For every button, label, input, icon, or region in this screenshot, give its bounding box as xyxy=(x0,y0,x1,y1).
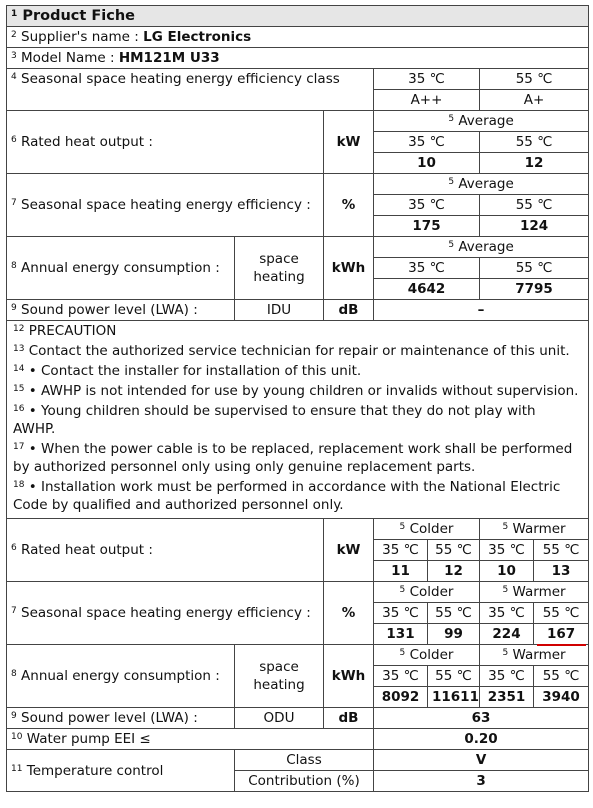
odu-label: ODU xyxy=(235,708,324,729)
odu-annual-label: $^8$ Annual energy consumption : xyxy=(7,645,235,708)
temp-55: 55 ℃ xyxy=(480,258,589,279)
temp-35: 35 ℃ xyxy=(480,603,534,624)
sound-label: $^9$ Sound power level (LWA) : xyxy=(7,300,235,321)
unit-db: dB xyxy=(324,708,374,729)
contribution-label: Contribution (%) xyxy=(235,771,374,792)
precaution-18: $^{18}$ • Installation work must be performed in accordance with the National Electric Code by qualified and authorized personnel only. xyxy=(7,477,589,519)
temp-55: 55 ℃ xyxy=(480,132,589,153)
model-value: HM121M U33 xyxy=(118,50,220,66)
odu-sound-label: $^9$ Sound power level (LWA) : xyxy=(7,708,235,729)
highlight-underline xyxy=(537,644,586,646)
temp-35: 35 ℃ xyxy=(374,132,480,153)
temp-55: 55 ℃ xyxy=(428,540,480,561)
precaution-16: $^{16}$ • Young children should be supervised to ensure that they do not play with AWHP. xyxy=(7,401,589,439)
odu-eff-label: $^7$ Seasonal space heating energy efficiency : xyxy=(7,582,324,645)
fiche-title: $^1$ Product Fiche xyxy=(7,6,589,27)
class-value: V xyxy=(374,750,589,771)
temp-35: 35 ℃ xyxy=(480,540,534,561)
temp-55: 55 ℃ xyxy=(534,540,589,561)
eff-35-value: 175 xyxy=(374,216,480,237)
rated-warmer-35: 10 xyxy=(480,561,534,582)
warmer-header: $^5$ Warmer xyxy=(480,645,589,666)
odu-rated-label: $^6$ Rated heat output : xyxy=(7,519,324,582)
product-fiche xyxy=(6,5,588,792)
supplier-row: $^2$ Supplier's name : LG Electronics xyxy=(7,27,589,48)
annual-colder-35: 8092 xyxy=(374,687,428,708)
warmer-header: $^5$ Warmer xyxy=(480,582,589,603)
eff-colder-35: 131 xyxy=(374,624,428,645)
unit-kw: kW xyxy=(324,111,374,174)
eff-class-55: A+ xyxy=(480,90,589,111)
precaution-17: $^{17}$ • When the power cable is to be replaced, replacement work shall be performed by authorized personnel only using only genuine replacement parts. xyxy=(7,439,589,477)
colder-header: $^5$ Colder xyxy=(374,582,480,603)
unit-kw: kW xyxy=(324,519,374,582)
temp-35: 35 ℃ xyxy=(480,666,534,687)
eff-class-label: $^4$ Seasonal space heating energy efficiency class xyxy=(7,69,374,111)
temp-55: 55 ℃ xyxy=(534,666,589,687)
sound-odu-value: 63 xyxy=(374,708,589,729)
precaution-14: $^{14}$ • Contact the installer for installation of this unit. xyxy=(7,361,589,381)
temp-control-label: $^{11}$ Temperature control xyxy=(7,750,235,792)
fiche-table xyxy=(6,5,589,792)
annual-35-value: 4642 xyxy=(374,279,480,300)
colder-header: $^5$ Colder xyxy=(374,645,480,666)
precaution-13: $^{13}$ Contact the authorized service technician for repair or maintenance of this unit. xyxy=(7,341,589,361)
average-header: $^5$ Average xyxy=(374,237,589,258)
annual-colder-55: 11611 xyxy=(428,687,480,708)
eff-55-value: 124 xyxy=(480,216,589,237)
rated-colder-35: 11 xyxy=(374,561,428,582)
rated-35-value: 10 xyxy=(374,153,480,174)
pump-value: 0.20 xyxy=(374,729,589,750)
contribution-value: 3 xyxy=(374,771,589,792)
average-header: $^5$ Average xyxy=(374,174,589,195)
unit-db: dB xyxy=(324,300,374,321)
average-header: $^5$ Average xyxy=(374,111,589,132)
rated-55-value: 12 xyxy=(480,153,589,174)
space-heating-label: space heating xyxy=(235,645,324,708)
unit-kwh: kWh xyxy=(324,237,374,300)
eff-class-35: A++ xyxy=(374,90,480,111)
temp-35: 35 ℃ xyxy=(374,666,428,687)
temp-55: 55 ℃ xyxy=(534,603,589,624)
temp-55: 55 ℃ xyxy=(480,195,589,216)
temp-35: 35 ℃ xyxy=(374,603,428,624)
unit-kwh: kWh xyxy=(324,645,374,708)
eff-colder-55: 99 xyxy=(428,624,480,645)
supplier-value: LG Electronics xyxy=(143,29,252,45)
eff-warmer-55: 167 xyxy=(534,624,589,645)
colder-header: $^5$ Colder xyxy=(374,519,480,540)
unit-pct: % xyxy=(324,174,374,237)
rated-label: $^6$ Rated heat output : xyxy=(7,111,324,174)
precaution-15: $^{15}$ • AWHP is not intended for use by young children or invalids without supervision. xyxy=(7,381,589,401)
sound-idu-value: – xyxy=(374,300,589,321)
temp-55: 55 ℃ xyxy=(428,603,480,624)
class-label: Class xyxy=(235,750,374,771)
eff-label: $^7$ Seasonal space heating energy efficiency : xyxy=(7,174,324,237)
warmer-header: $^5$ Warmer xyxy=(480,519,589,540)
unit-pct: % xyxy=(324,582,374,645)
annual-label: $^8$ Annual energy consumption : xyxy=(7,237,235,300)
precaution-title: $^{12}$ PRECAUTION xyxy=(7,321,589,342)
space-heating-label: space heating xyxy=(235,237,324,300)
pump-label: $^{10}$ Water pump EEI ≤ xyxy=(7,729,374,750)
temp-55-header: 55 ℃ xyxy=(480,69,589,90)
temp-55: 55 ℃ xyxy=(428,666,480,687)
rated-colder-55: 12 xyxy=(428,561,480,582)
rated-warmer-55: 13 xyxy=(534,561,589,582)
temp-35: 35 ℃ xyxy=(374,258,480,279)
model-row: $^3$ Model Name : HM121M U33 xyxy=(7,48,589,69)
eff-warmer-35: 224 xyxy=(480,624,534,645)
annual-warmer-35: 2351 xyxy=(480,687,534,708)
temp-35: 35 ℃ xyxy=(374,540,428,561)
temp-35: 35 ℃ xyxy=(374,195,480,216)
temp-35-header: 35 ℃ xyxy=(374,69,480,90)
annual-55-value: 7795 xyxy=(480,279,589,300)
idu-label: IDU xyxy=(235,300,324,321)
annual-warmer-55: 3940 xyxy=(534,687,589,708)
